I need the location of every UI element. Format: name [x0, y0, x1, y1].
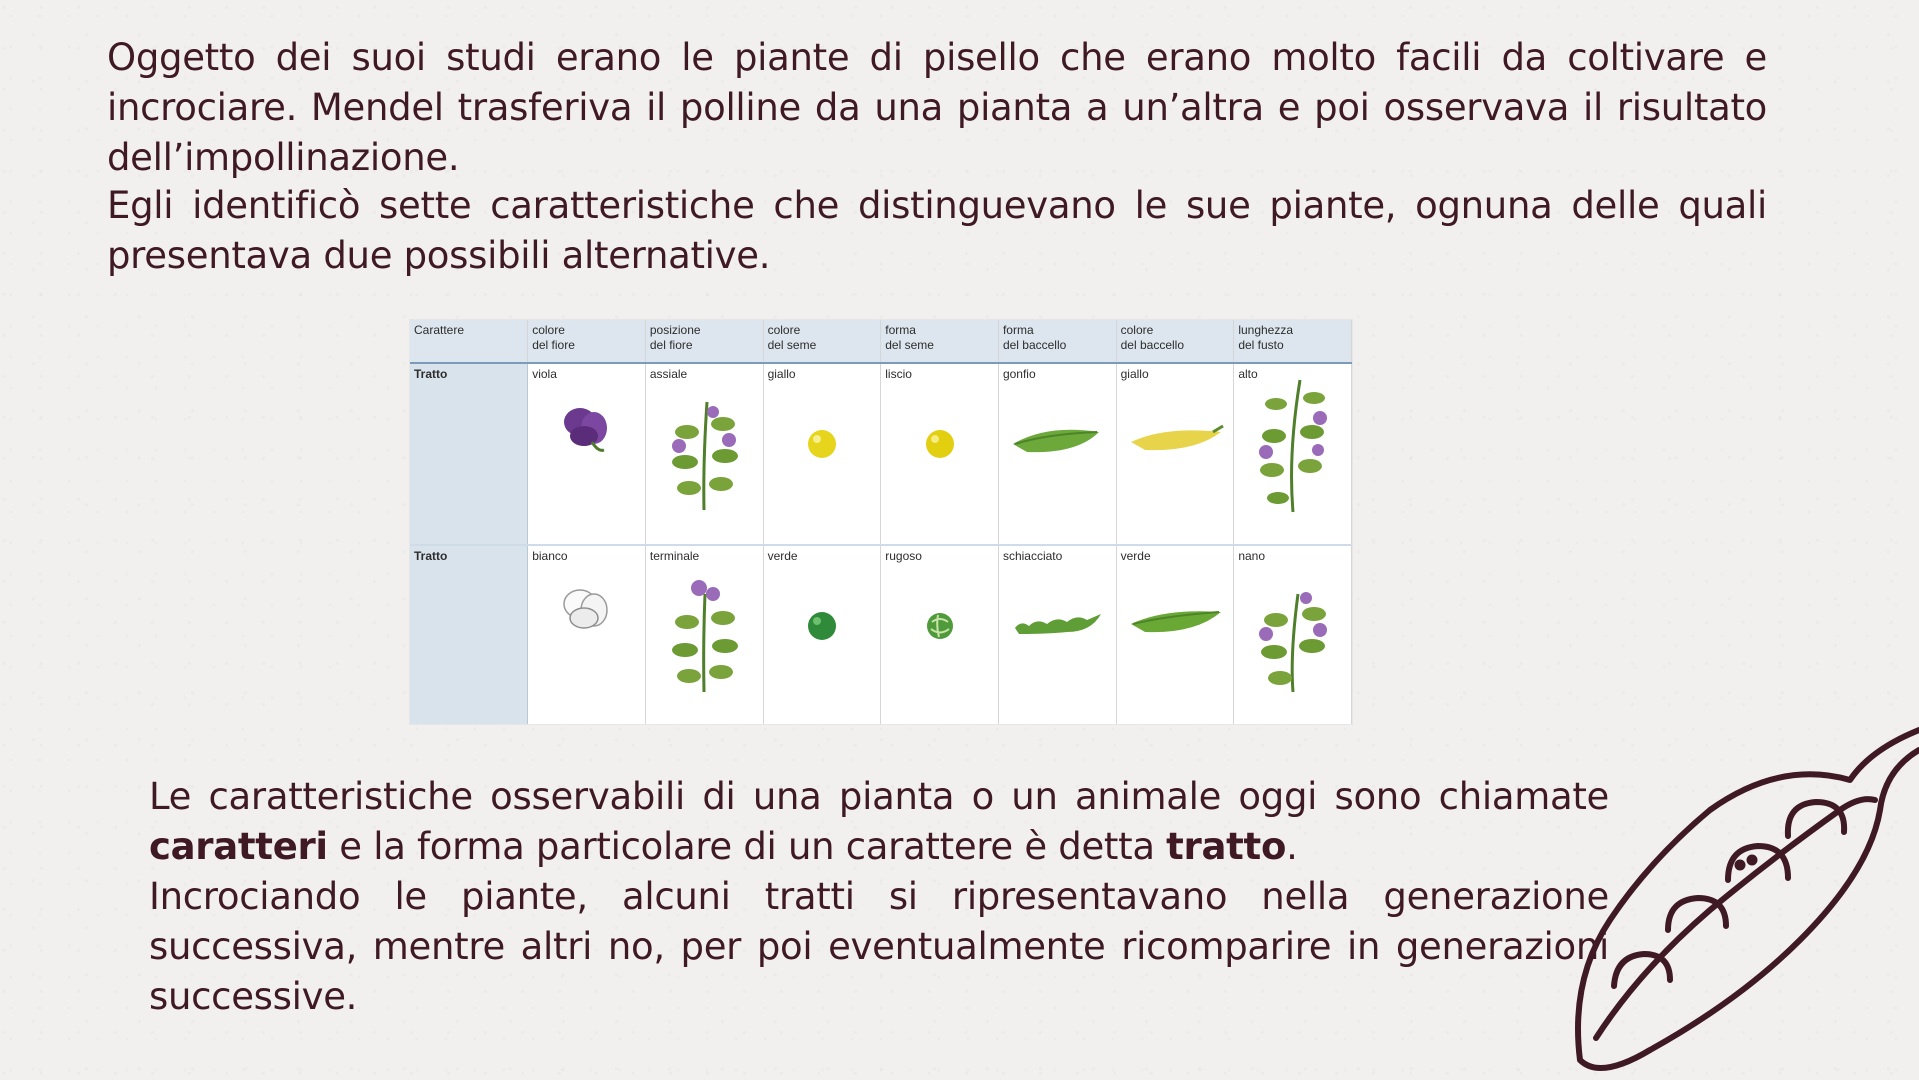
table-cell — [998, 363, 1116, 545]
cell-label: assiale — [649, 367, 688, 381]
cell-label: gonfio — [1002, 367, 1036, 381]
yellow-seed-icon — [802, 424, 842, 464]
header-forma-baccello — [998, 320, 1116, 363]
inflated-pod-icon — [1007, 420, 1107, 460]
constricted-pod-icon — [1007, 602, 1107, 642]
cell-label: liscio — [885, 367, 912, 381]
header-label: del seme — [885, 338, 934, 352]
cell-label: terminale — [649, 549, 700, 564]
trait-table-figure — [410, 320, 1352, 724]
cell-label: rugoso — [885, 549, 922, 564]
purple-flower-icon — [552, 392, 622, 462]
header-label: del baccello — [1120, 338, 1184, 352]
table-cell — [1234, 363, 1352, 545]
cell-label: bianco — [532, 549, 568, 564]
table-cell — [881, 545, 999, 724]
table-cell — [1116, 545, 1234, 724]
header-forma-seme — [881, 320, 999, 363]
header-label: del fiore — [532, 338, 575, 352]
intro-paragraph: Oggetto dei suoi studi erano le piante di pisello che erano molto facili da coltivare e incrociare. Mendel trasferiva il polline da una pianta a un’altra e poi osservava il risultato dell’impollinazione. — [107, 36, 1767, 179]
axial-flowers-plant-icon — [659, 392, 749, 512]
header-label: forma — [1002, 323, 1034, 337]
table-cell — [763, 545, 881, 724]
row-label: Tratto — [410, 363, 528, 545]
cell-label: giallo — [767, 367, 796, 381]
mendel-traits-table — [410, 320, 1352, 724]
wrinkled-seed-icon — [920, 606, 960, 646]
cell-label: alto — [1238, 367, 1258, 381]
table-cell — [528, 363, 646, 545]
header-colore-fiore — [528, 320, 646, 363]
cell-label: schiacciato — [1002, 549, 1063, 564]
cell-label: viola — [532, 367, 557, 381]
header-label: posizione — [649, 323, 701, 337]
text-span: . — [1286, 825, 1298, 868]
header-label: del seme — [767, 338, 817, 352]
text-span: e la forma particolare di un carattere è detta — [327, 825, 1167, 868]
pea-pod-icon — [1540, 720, 1919, 1080]
header-label: del baccello — [1002, 338, 1067, 352]
terminal-flowers-plant-icon — [659, 574, 749, 694]
row-label: Tratto — [410, 545, 528, 724]
header-colore-seme — [763, 320, 881, 363]
cell-label: nano — [1238, 549, 1266, 564]
white-flower-icon — [552, 574, 622, 644]
tall-plant-icon — [1248, 374, 1338, 514]
characteristics-paragraph: Egli identificò sette caratteristiche che distinguevano le sue piante, ognuna delle quali presentava due possibili alternative. — [107, 184, 1767, 277]
table-cell — [645, 363, 763, 545]
table-cell — [1116, 363, 1234, 545]
cell-label: verde — [767, 549, 798, 564]
header-label: forma — [885, 323, 916, 337]
term-tratto: tratto — [1166, 825, 1287, 868]
term-caratteri: caratteri — [149, 825, 328, 868]
header-label: Carattere — [414, 323, 465, 337]
smooth-yellow-seed-icon — [920, 424, 960, 464]
dwarf-plant-icon — [1248, 574, 1338, 694]
table-header-row — [410, 320, 1352, 363]
header-carattere — [410, 320, 528, 363]
green-seed-icon — [802, 606, 842, 646]
header-label: del fusto — [1238, 338, 1284, 352]
header-label: del fiore — [649, 338, 693, 352]
green-pod-icon — [1125, 602, 1225, 642]
crossing-paragraph: Incrociando le piante, alcuni tratti si ripresentavano nella generazione successiva, mentre altri no, per poi eventualmente ricomparire in generazioni successive. — [149, 875, 1609, 1018]
header-lunghezza-fusto — [1234, 320, 1352, 363]
header-posizione-fiore — [645, 320, 763, 363]
text-span: Le caratteristiche osservabili di una pianta o un animale oggi sono chiamate — [149, 775, 1609, 818]
table-row-recessive — [410, 545, 1352, 724]
table-cell — [1234, 545, 1352, 724]
table-cell — [881, 363, 999, 545]
cell-label: giallo — [1120, 367, 1149, 381]
table-cell — [528, 545, 646, 724]
table-cell — [645, 545, 763, 724]
header-colore-baccello — [1116, 320, 1234, 363]
table-cell — [998, 545, 1116, 724]
yellow-pod-icon — [1125, 420, 1225, 460]
header-label: lunghezza — [1238, 323, 1294, 337]
header-label: colore — [767, 323, 801, 337]
header-label: colore — [1120, 323, 1154, 337]
header-label: colore — [532, 323, 565, 337]
cell-label: verde — [1120, 549, 1151, 564]
table-row-dominant — [410, 363, 1352, 545]
table-cell — [763, 363, 881, 545]
definition-paragraph — [149, 772, 1609, 872]
